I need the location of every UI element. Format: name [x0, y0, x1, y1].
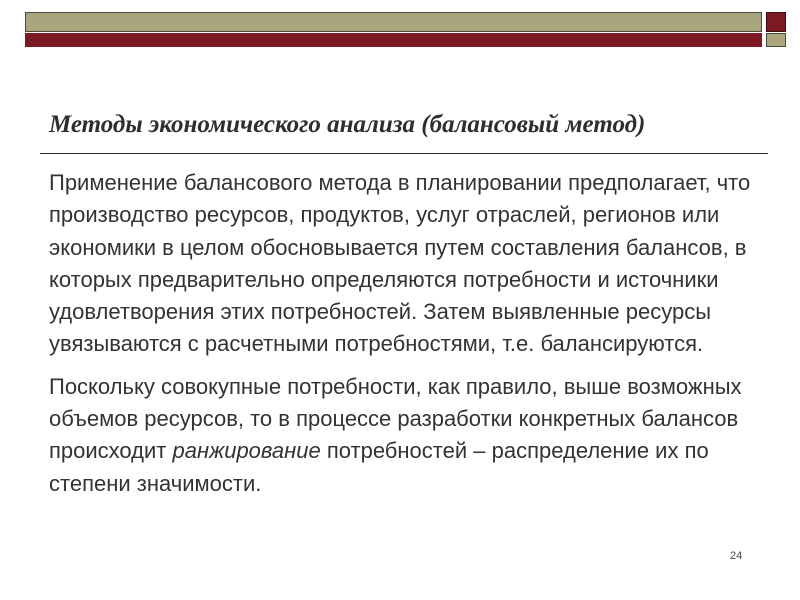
slide-body [49, 167, 769, 500]
title-divider [40, 153, 768, 154]
body-paragraph-2 [49, 371, 769, 500]
header-square-olive [766, 33, 786, 47]
slide-title: Методы экономического анализа (балансовый метод) [49, 111, 646, 138]
header-square-maroon [766, 12, 786, 32]
header-bar-olive [25, 12, 762, 32]
page-number: 24 [730, 550, 743, 562]
paragraph-2-text-before: Поскольку совокупные потребности, как правило, выше возможных объемов ресурсов, то в процессе разработки конкретных балансов происходит [49, 373, 742, 464]
header-bar-maroon [25, 33, 762, 47]
paragraph-2-text-after: потребностей – распределение их по степени значимости. [49, 438, 709, 496]
paragraph-2-emphasis: ранжирование [172, 438, 321, 464]
body-paragraph-1: Применение балансового метода в планировании предполагает, что производство ресурсов, продуктов, услуг отраслей, регионов или экономики в целом обосновывается путем составления балансов, в которых предварительно определяются потребности и источники удовлетворения этих потребностей. Затем выявленные ресурсы увязываются с расчетными потребностями, т.е. балансируются. [49, 170, 751, 357]
